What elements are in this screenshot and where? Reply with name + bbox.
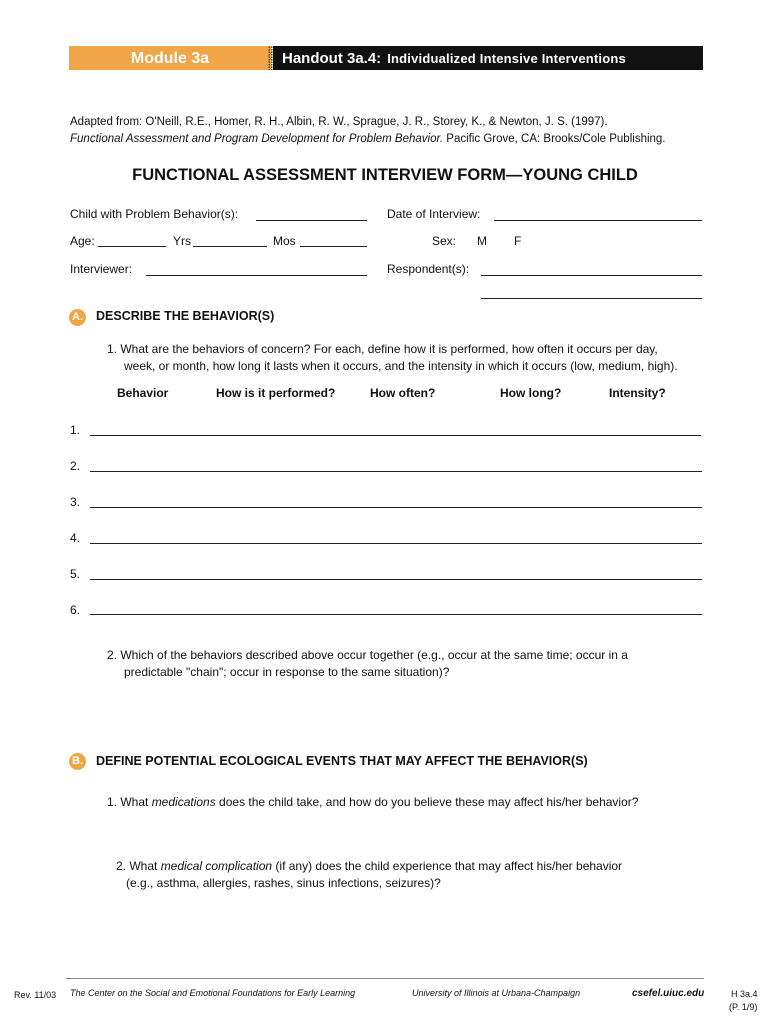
behavior-row-number: 2.	[70, 459, 81, 473]
section-b-heading: DEFINE POTENTIAL ECOLOGICAL EVENTS THAT MAY AFFECT THE BEHAVIOR(S)	[96, 754, 588, 768]
age-years-field[interactable]	[98, 246, 166, 247]
citation-line2	[70, 133, 666, 145]
interviewer-label: Interviewer:	[70, 262, 133, 276]
section-a-q2-line2: predictable "chain"; occur in response to the same situation)?	[124, 665, 450, 679]
section-b-q1-post: does the child take, and how do you believe these may affect his/her behavior?	[215, 795, 639, 809]
sex-option-m[interactable]: M	[477, 234, 487, 248]
section-a-badge: A.	[69, 309, 86, 326]
section-b-q2-line2: (e.g., asthma, allergies, rashes, sinus infections, seizures)?	[126, 876, 441, 890]
column-header-how-long: How long?	[500, 386, 562, 400]
behavior-row-line[interactable]	[90, 507, 702, 508]
footer-website-link[interactable]: csefel.uiuc.edu	[632, 988, 705, 999]
section-b-q2-post: (if any) does the child experience that may affect his/her behavior	[272, 859, 623, 873]
section-a-q1-line2: week, or month, how long it lasts when it occurs, and the intensity in which it occurs (low, medium, high).	[124, 359, 678, 373]
module-label: Module 3a	[69, 46, 271, 70]
sex-label: Sex:	[432, 234, 457, 248]
footer-handout-ref: H 3a.4	[731, 989, 758, 999]
section-a-q1-line1: 1. What are the behaviors of concern? For each, define how it is performed, how often it occurs per day,	[107, 342, 658, 356]
behavior-row-line[interactable]	[90, 435, 701, 436]
yrs-label: Yrs	[173, 234, 191, 248]
handout-header	[273, 46, 703, 70]
section-a-q2-line1: 2. Which of the behaviors described above occur together (e.g., occur at the same time; occur in a	[107, 648, 628, 662]
section-b-q1-em: medications	[151, 795, 216, 809]
section-b-q2	[116, 859, 622, 873]
sex-option-f[interactable]: F	[514, 234, 522, 248]
behavior-row-number: 3.	[70, 495, 81, 509]
behavior-row-number: 1.	[70, 423, 81, 437]
column-header-how-performed: How is it performed?	[216, 386, 336, 400]
respondents-label: Respondent(s):	[387, 262, 470, 276]
date-label: Date of Interview:	[387, 207, 481, 221]
handout-title: Individualized Intensive Interventions	[387, 51, 626, 66]
citation-book-title: Functional Assessment and Program Development for Problem Behavior.	[70, 133, 444, 145]
section-b-q1	[107, 795, 638, 809]
footer-revision: Rev. 11/03	[14, 990, 57, 1000]
behavior-row-line[interactable]	[90, 471, 702, 472]
column-header-intensity: Intensity?	[609, 386, 666, 400]
behavior-row-line[interactable]	[90, 579, 702, 580]
mos-label: Mos	[273, 234, 296, 248]
age-label: Age:	[70, 234, 95, 248]
handout-number: Handout 3a.4:	[282, 50, 382, 67]
column-header-behavior: Behavior	[117, 386, 169, 400]
behavior-row-number: 5.	[70, 567, 81, 581]
footer-page-number: (P. 1/9)	[729, 1002, 758, 1012]
respondents-field-2[interactable]	[481, 298, 702, 299]
section-b-q2-em: medical complication	[160, 859, 273, 873]
child-field[interactable]	[256, 220, 367, 221]
footer-center-name: The Center on the Social and Emotional Foundations for Early Learning	[70, 988, 356, 998]
behavior-row-number: 4.	[70, 531, 81, 545]
mos-field[interactable]	[300, 246, 367, 247]
section-a-heading: DESCRIBE THE BEHAVIOR(S)	[96, 309, 275, 323]
behavior-row-line[interactable]	[90, 543, 702, 544]
column-header-how-often: How often?	[370, 386, 436, 400]
behavior-row-line[interactable]	[90, 614, 702, 615]
section-b-badge: B.	[69, 753, 86, 770]
date-field[interactable]	[494, 220, 702, 221]
footer-university: University of Illinois at Urbana-Champaign	[412, 988, 581, 998]
section-b-q2-pre: 2. What	[116, 859, 161, 873]
age-months-field[interactable]	[193, 246, 267, 247]
respondents-field[interactable]	[481, 275, 702, 276]
citation-publisher: Pacific Grove, CA: Brooks/Cole Publishing.	[443, 133, 666, 145]
section-b-q1-pre: 1. What	[107, 795, 152, 809]
child-label: Child with Problem Behavior(s):	[70, 207, 239, 221]
form-title: FUNCTIONAL ASSESSMENT INTERVIEW FORM—YOUNG CHILD	[132, 166, 638, 184]
interviewer-field[interactable]	[146, 275, 367, 276]
citation-line1: Adapted from: O'Neill, R.E., Homer, R. H., Albin, R. W., Sprague, J. R., Storey, K., & Newton, J. S. (1997).	[70, 116, 608, 128]
footer-rule	[66, 978, 704, 979]
behavior-row-number: 6.	[70, 603, 81, 617]
